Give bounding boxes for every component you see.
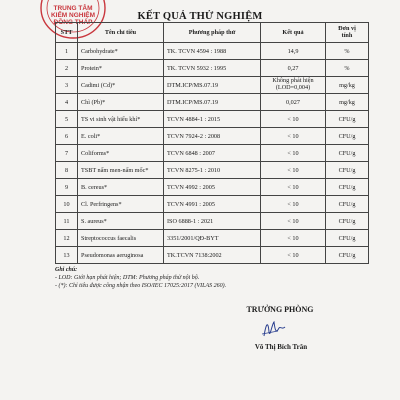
table-row — [56, 179, 369, 196]
row-criterion: Streptococcus faecalis — [78, 230, 164, 247]
row-criterion: Carbohydrate* — [78, 43, 164, 60]
row-stt: 3 — [56, 77, 78, 94]
row-method: TK.TCVN 7138:2002 — [164, 247, 261, 264]
row-unit: mg/kg — [326, 94, 369, 111]
row-criterion: Pseudomonas aeruginosa — [78, 247, 164, 264]
row-result — [261, 77, 326, 94]
row-stt: 12 — [56, 230, 78, 247]
results-table — [55, 22, 369, 264]
row-result: < 10 — [261, 179, 326, 196]
row-unit: CFU/g — [326, 179, 369, 196]
row-method: TCVN 4992 : 2005 — [164, 179, 261, 196]
notes-heading: Ghi chú: — [55, 267, 78, 273]
row-criterion: Cadimi (Cd)* — [78, 77, 164, 94]
stamp-line-1: TRUNG TÂM — [53, 5, 93, 12]
row-stt: 2 — [56, 60, 78, 77]
notes — [55, 266, 226, 290]
row-criterion: E. coli* — [78, 128, 164, 145]
row-method: TCVN 4991 : 2005 — [164, 196, 261, 213]
header-unit-line1: Đơn vị — [338, 24, 356, 32]
row-result: 14,9 — [261, 43, 326, 60]
row-criterion: Protein* — [78, 60, 164, 77]
row-unit: CFU/g — [326, 196, 369, 213]
row-unit: CFU/g — [326, 111, 369, 128]
table-row — [56, 162, 369, 179]
row-method: DTM.ICP/MS.07.19 — [164, 94, 261, 111]
header-unit-line2: tính — [341, 31, 353, 39]
row-stt: 5 — [56, 111, 78, 128]
signer-title: TRƯỞNG PHÒNG — [246, 305, 314, 314]
table-row — [56, 94, 369, 111]
row-stt: 4 — [56, 94, 78, 111]
row-unit: CFU/g — [326, 145, 369, 162]
row-criterion: B. cereus* — [78, 179, 164, 196]
header-result: Kết quả — [261, 23, 326, 43]
row-result: 0,027 — [261, 94, 326, 111]
row-method: TCVN 7924-2 : 2008 — [164, 128, 261, 145]
row-result-line1: Không phát hiện — [272, 77, 314, 85]
row-method: DTM.ICP/MS.07.19 — [164, 77, 261, 94]
table-row — [56, 43, 369, 60]
header-stt: STT — [56, 23, 78, 43]
row-result: < 10 — [261, 247, 326, 264]
row-method: TK. TCVN 4594 : 1988 — [164, 43, 261, 60]
table-row — [56, 213, 369, 230]
row-result: < 10 — [261, 230, 326, 247]
table-row — [56, 60, 369, 77]
row-stt: 11 — [56, 213, 78, 230]
row-result: < 10 — [261, 128, 326, 145]
row-unit: CFU/g — [326, 213, 369, 230]
row-unit: mg/kg — [326, 77, 369, 94]
row-result: 0,27 — [261, 60, 326, 77]
table-row — [56, 145, 369, 162]
row-method: TCVN 4884-1 : 2015 — [164, 111, 261, 128]
row-unit: CFU/g — [326, 128, 369, 145]
row-result: < 10 — [261, 145, 326, 162]
table-header-row — [56, 23, 369, 43]
row-result: < 10 — [261, 196, 326, 213]
row-unit: CFU/g — [326, 247, 369, 264]
row-method: 3351/2001/QĐ-BYT — [164, 230, 261, 247]
row-result: < 10 — [261, 162, 326, 179]
table-row — [56, 247, 369, 264]
page-title: KẾT QUẢ THỬ NGHIỆM — [137, 11, 263, 22]
stamp-line-2: KIỂM NGHIỆM — [50, 12, 96, 19]
header-unit — [326, 23, 369, 43]
notes-line-1: - LOD: Giới hạn phát hiện; DTM: Phương pháp thử nội bộ. — [55, 275, 200, 281]
row-stt: 13 — [56, 247, 78, 264]
row-result-line2: (LOD=0,004) — [275, 84, 311, 91]
row-stt: 6 — [56, 128, 78, 145]
row-method: TK. TCVN 5932 : 1995 — [164, 60, 261, 77]
row-unit: % — [326, 43, 369, 60]
table-row — [56, 230, 369, 247]
row-criterion: Coliforms* — [78, 145, 164, 162]
row-unit: % — [326, 60, 369, 77]
row-criterion: TSBT nấm men-nấm mốc* — [78, 162, 164, 179]
table-row — [56, 128, 369, 145]
row-criterion: Chì (Pb)* — [78, 94, 164, 111]
signer-name: Võ Thị Bích Trân — [254, 343, 308, 351]
signature-icon — [258, 318, 288, 345]
row-result: < 10 — [261, 111, 326, 128]
stamp-line-3: ĐỒNG THÁP — [53, 19, 93, 26]
row-stt: 9 — [56, 179, 78, 196]
header-method: Phương pháp thử — [164, 23, 261, 43]
row-stt: 1 — [56, 43, 78, 60]
table-row — [56, 77, 369, 94]
row-criterion: S. aureus* — [78, 213, 164, 230]
row-unit: CFU/g — [326, 162, 369, 179]
row-method: TCVN 6848 : 2007 — [164, 145, 261, 162]
row-stt: 7 — [56, 145, 78, 162]
row-criterion: TS vi sinh vật hiếu khí* — [78, 111, 164, 128]
table-row — [56, 111, 369, 128]
row-method: TCVN 8275-1 : 2010 — [164, 162, 261, 179]
header-criterion: Tên chỉ tiêu — [78, 23, 164, 43]
row-unit: CFU/g — [326, 230, 369, 247]
row-result: < 10 — [261, 213, 326, 230]
table-row — [56, 196, 369, 213]
notes-line-2: - (*): Chỉ tiêu được công nhận theo ISO/IEC 17025:2017 (VILAS 260). — [55, 283, 227, 289]
row-method: ISO 6888-1 : 2021 — [164, 213, 261, 230]
row-criterion: Cl. Perfringens* — [78, 196, 164, 213]
row-stt: 10 — [56, 196, 78, 213]
row-stt: 8 — [56, 162, 78, 179]
